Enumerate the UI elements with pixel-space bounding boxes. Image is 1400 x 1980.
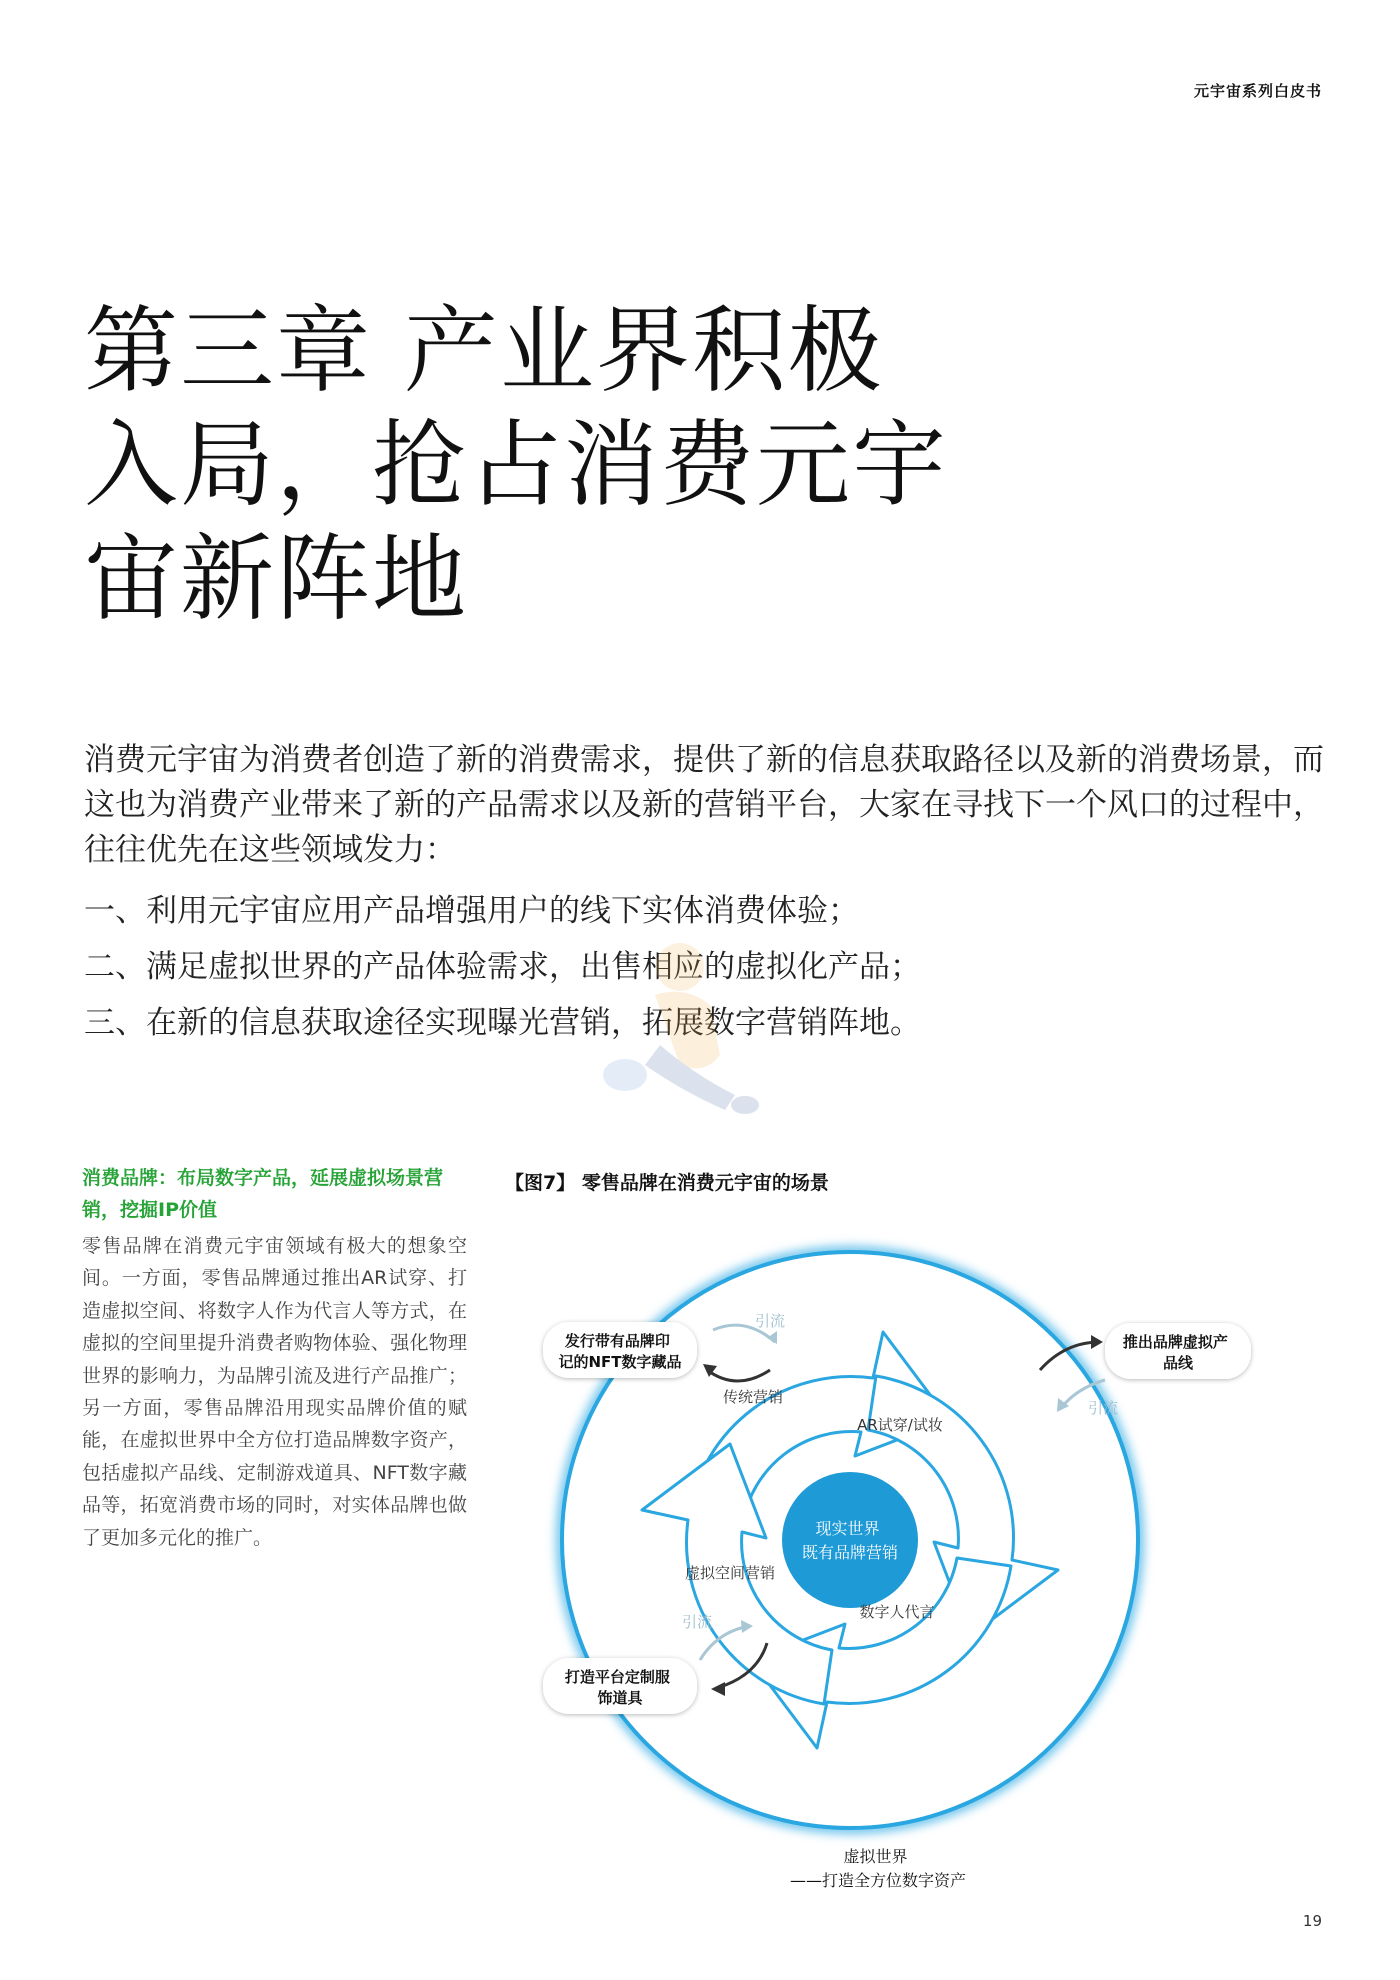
figure-footer-line-2: ——打造全方位数字资产 [789,1871,967,1890]
svg-text:虚拟世界 ——打造全方位数字资产 [790,1847,966,1890]
figure-footer-line-1: 虚拟世界 [843,1847,908,1866]
center-label-line-1: 现实世界 [815,1519,880,1538]
box-nft-line-2: 记的NFT数字藏品 [558,1353,682,1371]
segment-label-ar: AR试穿/试妆 [857,1416,943,1434]
center-circle [782,1472,918,1608]
page-number: 19 [1302,1912,1322,1930]
flow-label-top-right: 引流 [1087,1399,1119,1417]
sidebar-body: 零售品牌在消费元宇宙领域有极大的想象空间。一方面，零售品牌通过推出AR试穿、打造虚拟空间、将数字人作为代言人等方式，在虚拟的空间里提升消费者购物体验、强化物理世界的影响力，为品牌引流及进行产品推广；另一方面，零售品牌沿用现实品牌价值的赋能，在虚拟世界中全方位打造品牌数字资产，包括虚拟产品线、定制游戏道具、NFT数字藏品等，拓宽消费市场的同时，对实体品牌也做了更加多元化的推广。 [82,1235,467,1549]
chapter-title [84,295,949,637]
segment-label-traditional: 传统营销 [722,1388,784,1406]
flow-label-bottom-left: 引流 [681,1613,713,1631]
chapter-title-line-2: 入局，抢占消费元宇 [84,411,949,520]
flow-label-top-left: 引流 [754,1312,786,1330]
sidebar [82,1162,467,1554]
segment-label-digital-human: 数字人代言 [859,1603,935,1621]
sidebar-heading: 消费品牌：布局数字产品，延展虚拟场景营销，挖掘IP价值 [82,1167,444,1221]
intro-list-item: 二、满足虚拟世界的产品体验需求，出售相应的虚拟化产品； [84,949,921,985]
box-virtual-product-line-1: 推出品牌虚拟产 [1122,1333,1228,1351]
box-nft-line-1: 发行带有品牌印 [564,1332,670,1350]
center-label-line-2: 既有品牌营销 [801,1543,899,1562]
retail-metaverse-diagram [505,1230,1325,1890]
figure-caption: 【图7】 零售品牌在消费元宇宙的场景 [505,1172,829,1194]
intro-list-item: 三、在新的信息获取途径实现曝光营销，拓展数字营销阵地。 [84,1005,921,1041]
intro-list-item: 一、利用元宇宙应用产品增强用户的线下实体消费体验； [84,893,859,929]
intro-paragraph: 消费元宇宙为消费者创造了新的消费需求，提供了新的信息获取路径以及新的消费场景，而这也为消费产业带来了新的产品需求以及新的营销平台，大家在寻找下一个风口的过程中，往往优先在这些领域发力： [84,742,1324,868]
box-custom-props-line-2: 饰道具 [597,1689,643,1707]
segment-label-virtual-space: 虚拟空间营销 [684,1564,776,1582]
chapter-title-line-1: 第三章 产业界积极 [84,297,884,406]
chapter-title-line-3: 宙新阵地 [84,525,469,634]
series-title: 元宇宙系列白皮书 [1193,82,1322,100]
box-custom-props-line-1: 打造平台定制服 [564,1668,670,1686]
box-virtual-product-line-2: 品线 [1162,1354,1194,1372]
running-figure-watermark-icon [585,925,785,1125]
